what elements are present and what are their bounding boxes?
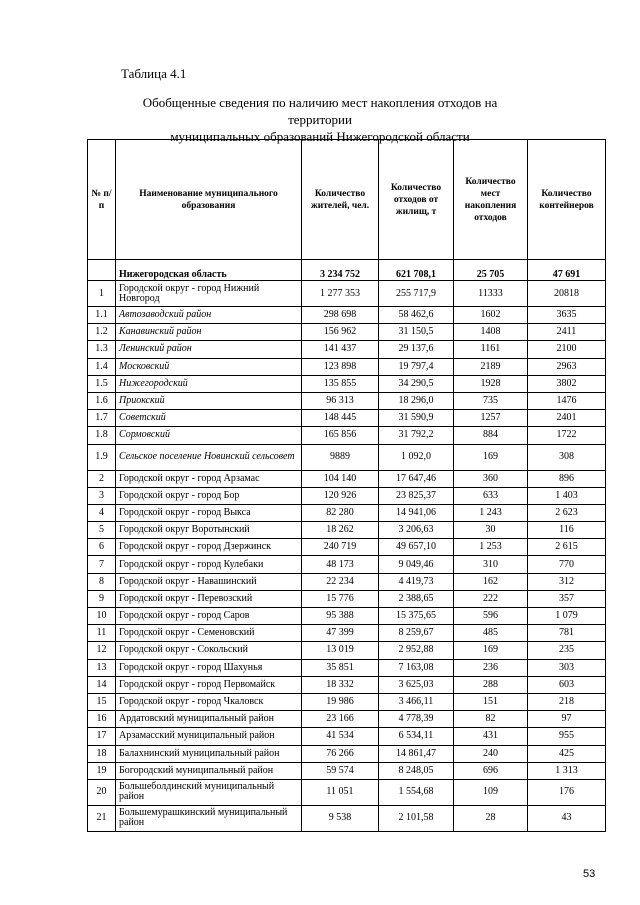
row-num: 16 (88, 711, 116, 728)
row-num: 10 (88, 608, 116, 625)
row-waste: 2 952,88 (379, 642, 454, 659)
table-row (88, 341, 606, 358)
table-row (88, 711, 606, 728)
row-sites: 222 (454, 590, 528, 607)
table-row (88, 693, 606, 710)
row-population: 1 277 353 (302, 281, 379, 307)
table-row (88, 745, 606, 762)
row-num: 7 (88, 556, 116, 573)
total-name: Нижегородская область (116, 260, 302, 281)
row-waste: 1 554,68 (379, 779, 454, 805)
waste-sites-table (87, 139, 606, 832)
row-containers: 1722 (528, 427, 606, 444)
row-population: 19 986 (302, 693, 379, 710)
row-sites: 485 (454, 625, 528, 642)
row-waste: 3 206,63 (379, 522, 454, 539)
row-containers: 357 (528, 590, 606, 607)
row-population: 298 698 (302, 307, 379, 324)
total-num (88, 260, 116, 281)
row-num: 1.8 (88, 427, 116, 444)
row-waste: 49 657,10 (379, 539, 454, 556)
row-population: 76 266 (302, 745, 379, 762)
row-name: Городской округ - город Первомайск (116, 676, 302, 693)
total-sites: 25 705 (454, 260, 528, 281)
row-containers: 20818 (528, 281, 606, 307)
row-population: 135 855 (302, 375, 379, 392)
table-row (88, 659, 606, 676)
row-num: 3 (88, 487, 116, 504)
row-sites: 1408 (454, 324, 528, 341)
row-name: Городской округ - Навашинский (116, 573, 302, 590)
row-sites: 431 (454, 728, 528, 745)
table-row (88, 281, 606, 307)
row-name: Городской округ - Сокольский (116, 642, 302, 659)
row-name: Арзамасский муниципальный район (116, 728, 302, 745)
row-sites: 696 (454, 762, 528, 779)
row-name: Городской округ - город Шахунья (116, 659, 302, 676)
header-sites: Количество мест накопления отходов (454, 140, 528, 260)
row-waste: 4 778,39 (379, 711, 454, 728)
row-containers: 235 (528, 642, 606, 659)
row-containers: 896 (528, 470, 606, 487)
row-sites: 360 (454, 470, 528, 487)
row-num: 1.1 (88, 307, 116, 324)
table-row (88, 487, 606, 504)
row-num: 20 (88, 779, 116, 805)
header-waste: Количество отходов от жилищ, т (379, 140, 454, 260)
row-sites: 633 (454, 487, 528, 504)
row-sites: 151 (454, 693, 528, 710)
row-waste: 31 150,5 (379, 324, 454, 341)
row-waste: 29 137,6 (379, 341, 454, 358)
row-waste: 255 717,9 (379, 281, 454, 307)
table-row (88, 410, 606, 427)
heading-line-2: муниципальных образований Нижегородской области (170, 129, 470, 144)
row-containers: 781 (528, 625, 606, 642)
row-containers: 312 (528, 573, 606, 590)
row-name: Сельское поселение Новинский сельсовет (116, 444, 302, 470)
row-name: Городской округ Воротынский (116, 522, 302, 539)
row-waste: 8 248,05 (379, 762, 454, 779)
row-num: 18 (88, 745, 116, 762)
row-waste: 15 375,65 (379, 608, 454, 625)
row-containers: 2963 (528, 358, 606, 375)
row-population: 120 926 (302, 487, 379, 504)
row-num: 15 (88, 693, 116, 710)
row-num: 9 (88, 590, 116, 607)
table-row (88, 573, 606, 590)
row-waste: 34 290,5 (379, 375, 454, 392)
row-name: Городской округ - город Выкса (116, 504, 302, 521)
row-containers: 2100 (528, 341, 606, 358)
row-waste: 58 462,6 (379, 307, 454, 324)
row-num: 2 (88, 470, 116, 487)
row-num: 1.2 (88, 324, 116, 341)
row-sites: 1602 (454, 307, 528, 324)
row-containers: 116 (528, 522, 606, 539)
row-population: 15 776 (302, 590, 379, 607)
table-row (88, 522, 606, 539)
table-row (88, 556, 606, 573)
row-num: 21 (88, 805, 116, 831)
row-containers: 303 (528, 659, 606, 676)
total-row (88, 260, 606, 281)
table-row (88, 608, 606, 625)
row-population: 96 313 (302, 392, 379, 409)
table-row (88, 470, 606, 487)
row-containers: 1 403 (528, 487, 606, 504)
row-sites: 1257 (454, 410, 528, 427)
row-waste: 3 466,11 (379, 693, 454, 710)
row-containers: 1476 (528, 392, 606, 409)
row-name: Ленинский район (116, 341, 302, 358)
row-sites: 169 (454, 444, 528, 470)
row-containers: 176 (528, 779, 606, 805)
table-row (88, 324, 606, 341)
row-num: 1.7 (88, 410, 116, 427)
row-population: 148 445 (302, 410, 379, 427)
row-num: 12 (88, 642, 116, 659)
row-containers: 2 615 (528, 539, 606, 556)
header-containers: Количество контейнеров (528, 140, 606, 260)
row-name: Большемурашкинский муниципальный район (116, 805, 302, 831)
row-sites: 2189 (454, 358, 528, 375)
row-population: 22 234 (302, 573, 379, 590)
table-row (88, 642, 606, 659)
row-name: Балахнинский муниципальный район (116, 745, 302, 762)
row-num: 4 (88, 504, 116, 521)
row-waste: 31 792,2 (379, 427, 454, 444)
row-containers: 955 (528, 728, 606, 745)
table-row (88, 427, 606, 444)
row-population: 18 332 (302, 676, 379, 693)
row-population: 9889 (302, 444, 379, 470)
page-number: 53 (583, 868, 596, 880)
row-num: 13 (88, 659, 116, 676)
row-population: 82 280 (302, 504, 379, 521)
table-row (88, 762, 606, 779)
header-population: Количество жителей, чел. (302, 140, 379, 260)
table-row (88, 504, 606, 521)
row-containers: 425 (528, 745, 606, 762)
row-containers: 43 (528, 805, 606, 831)
row-name: Городской округ - город Бор (116, 487, 302, 504)
row-name: Богородский муниципальный район (116, 762, 302, 779)
row-population: 13 019 (302, 642, 379, 659)
row-sites: 884 (454, 427, 528, 444)
row-sites: 596 (454, 608, 528, 625)
row-waste: 7 163,08 (379, 659, 454, 676)
row-num: 6 (88, 539, 116, 556)
row-waste: 9 049,46 (379, 556, 454, 573)
row-waste: 1 092,0 (379, 444, 454, 470)
row-sites: 240 (454, 745, 528, 762)
row-num: 11 (88, 625, 116, 642)
row-num: 1.3 (88, 341, 116, 358)
row-sites: 169 (454, 642, 528, 659)
table-row (88, 676, 606, 693)
row-population: 141 437 (302, 341, 379, 358)
table-row (88, 444, 606, 470)
row-waste: 17 647,46 (379, 470, 454, 487)
row-waste: 23 825,37 (379, 487, 454, 504)
table-row (88, 375, 606, 392)
row-population: 47 399 (302, 625, 379, 642)
row-name: Городской округ - Перевозский (116, 590, 302, 607)
row-name: Нижегородский (116, 375, 302, 392)
table-row (88, 590, 606, 607)
row-name: Приокский (116, 392, 302, 409)
row-containers: 1 079 (528, 608, 606, 625)
row-containers: 770 (528, 556, 606, 573)
table-row (88, 539, 606, 556)
total-containers: 47 691 (528, 260, 606, 281)
row-sites: 162 (454, 573, 528, 590)
row-containers: 218 (528, 693, 606, 710)
heading-line-1: Обобщенные сведения по наличию мест накопления отходов на территории (142, 95, 498, 127)
row-waste: 8 259,67 (379, 625, 454, 642)
row-sites: 1928 (454, 375, 528, 392)
row-num: 1 (88, 281, 116, 307)
table-row (88, 392, 606, 409)
row-num: 19 (88, 762, 116, 779)
row-name: Городской округ - город Саров (116, 608, 302, 625)
row-population: 48 173 (302, 556, 379, 573)
header-row (88, 140, 606, 260)
header-num: № п/п (88, 140, 116, 260)
row-name: Ардатовский муниципальный район (116, 711, 302, 728)
row-waste: 3 625,03 (379, 676, 454, 693)
row-name: Городской округ - город Кулебаки (116, 556, 302, 573)
row-num: 5 (88, 522, 116, 539)
row-sites: 109 (454, 779, 528, 805)
row-sites: 11333 (454, 281, 528, 307)
row-name: Канавинский район (116, 324, 302, 341)
row-sites: 310 (454, 556, 528, 573)
row-sites: 28 (454, 805, 528, 831)
row-name: Городской округ - город Арзамас (116, 470, 302, 487)
row-name: Автозаводский район (116, 307, 302, 324)
row-sites: 236 (454, 659, 528, 676)
table-row (88, 625, 606, 642)
row-population: 123 898 (302, 358, 379, 375)
row-population: 104 140 (302, 470, 379, 487)
row-waste: 2 101,58 (379, 805, 454, 831)
row-population: 95 388 (302, 608, 379, 625)
row-containers: 3802 (528, 375, 606, 392)
header-name: Наименование муниципального образования (116, 140, 302, 260)
row-name: Городской округ - город Чкаловск (116, 693, 302, 710)
row-num: 1.5 (88, 375, 116, 392)
row-population: 9 538 (302, 805, 379, 831)
row-population: 240 719 (302, 539, 379, 556)
row-name: Большеболдинский муниципальный район (116, 779, 302, 805)
total-population: 3 234 752 (302, 260, 379, 281)
row-population: 11 051 (302, 779, 379, 805)
row-sites: 735 (454, 392, 528, 409)
row-sites: 30 (454, 522, 528, 539)
row-waste: 31 590,9 (379, 410, 454, 427)
table-row (88, 779, 606, 805)
table-heading (110, 94, 530, 145)
row-num: 8 (88, 573, 116, 590)
table-row (88, 358, 606, 375)
row-population: 156 962 (302, 324, 379, 341)
table-caption: Таблица 4.1 (121, 66, 187, 81)
row-containers: 308 (528, 444, 606, 470)
total-waste: 621 708,1 (379, 260, 454, 281)
row-name: Московский (116, 358, 302, 375)
row-waste: 4 419,73 (379, 573, 454, 590)
row-containers: 2401 (528, 410, 606, 427)
row-sites: 1 253 (454, 539, 528, 556)
row-num: 17 (88, 728, 116, 745)
row-containers: 2411 (528, 324, 606, 341)
row-containers: 97 (528, 711, 606, 728)
row-waste: 14 941,06 (379, 504, 454, 521)
row-containers: 603 (528, 676, 606, 693)
row-waste: 6 534,11 (379, 728, 454, 745)
row-population: 35 851 (302, 659, 379, 676)
table-row (88, 728, 606, 745)
row-population: 41 534 (302, 728, 379, 745)
row-population: 165 856 (302, 427, 379, 444)
row-population: 18 262 (302, 522, 379, 539)
row-containers: 1 313 (528, 762, 606, 779)
row-containers: 3635 (528, 307, 606, 324)
row-name: Городской округ - город Нижний Новгород (116, 281, 302, 307)
row-sites: 1161 (454, 341, 528, 358)
row-population: 23 166 (302, 711, 379, 728)
row-sites: 82 (454, 711, 528, 728)
row-num: 1.6 (88, 392, 116, 409)
row-name: Городской округ - Семеновский (116, 625, 302, 642)
row-sites: 288 (454, 676, 528, 693)
row-name: Городской округ - город Дзержинск (116, 539, 302, 556)
table-row (88, 805, 606, 831)
row-waste: 18 296,0 (379, 392, 454, 409)
row-sites: 1 243 (454, 504, 528, 521)
row-waste: 19 797,4 (379, 358, 454, 375)
row-population: 59 574 (302, 762, 379, 779)
row-name: Сормовский (116, 427, 302, 444)
row-num: 1.9 (88, 444, 116, 470)
row-name: Советский (116, 410, 302, 427)
row-num: 1.4 (88, 358, 116, 375)
row-waste: 14 861,47 (379, 745, 454, 762)
table-row (88, 307, 606, 324)
row-num: 14 (88, 676, 116, 693)
row-containers: 2 623 (528, 504, 606, 521)
row-waste: 2 388,65 (379, 590, 454, 607)
